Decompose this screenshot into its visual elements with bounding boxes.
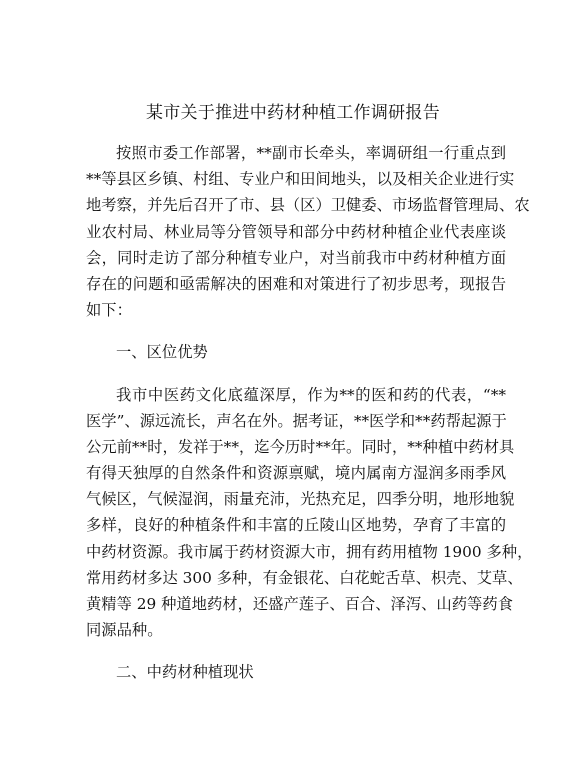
section1-line: 气候区，气候湿润，雨量充沛，光热充足，四季分明，地形地貌 <box>86 490 515 509</box>
paragraph-gap <box>86 323 506 339</box>
intro-line: 如下： <box>86 301 132 320</box>
section1-line: 中药材资源。我市属于药材资源大市，拥有药用植物 1900 多种， <box>86 542 533 561</box>
document-title: 某市关于推进中药材种植工作调研报告 <box>145 103 441 123</box>
intro-line: 业农村局、林业局等分管领导和部分中药材种植企业代表座谈 <box>86 222 506 241</box>
intro-line: 地考察，并先后召开了市、县（区）卫健委、市场监督管理局、农 <box>86 196 530 215</box>
intro-line: 会，同时走访了部分种植专业户，对当前我市中药材种植方面 <box>86 248 506 267</box>
section-heading: 二、中药材种植现状 <box>116 663 254 682</box>
section1-line: 多样，良好的种植条件和丰富的丘陵山区地势，孕育了丰富的 <box>86 516 506 535</box>
intro-line: 按照市委工作部署，**副市长牵头，率调研组一行重点到 <box>116 144 506 162</box>
section-heading: 一、区位优势 <box>116 343 208 362</box>
section1-line: 我市中医药文化底蕴深厚，作为**的医和药的代表，“** <box>116 385 506 404</box>
paragraph-gap <box>86 643 506 659</box>
section1-line: 黄精等 29 种道地药材，还盛产莲子、百合、泽泻、山药等药食 <box>86 595 513 613</box>
section1-line: 医学”、源远流长，声名在外。据考证，**医学和**药帮起源于 <box>86 411 507 430</box>
section1-line: 常用药材多达 300 多种，有金银花、白花蛇舌草、枳壳、艾草、 <box>86 568 523 587</box>
intro-line: **等县区乡镇、村组、专业户和田间地头，以及相关企业进行实 <box>86 170 515 189</box>
section1-line: 公元前**时，发祥于**，迄今历时**年。同时，**种植中药材具 <box>86 437 515 456</box>
document-body <box>86 140 533 686</box>
section1-line: 同源品种。 <box>86 621 163 640</box>
paragraph-gap <box>86 366 506 382</box>
section1-line: 有得天独厚的自然条件和资源禀赋，境内属南方湿润多雨季风 <box>86 464 506 483</box>
intro-line: 存在的问题和亟需解决的困难和对策进行了初步思考，现报告 <box>86 274 506 293</box>
